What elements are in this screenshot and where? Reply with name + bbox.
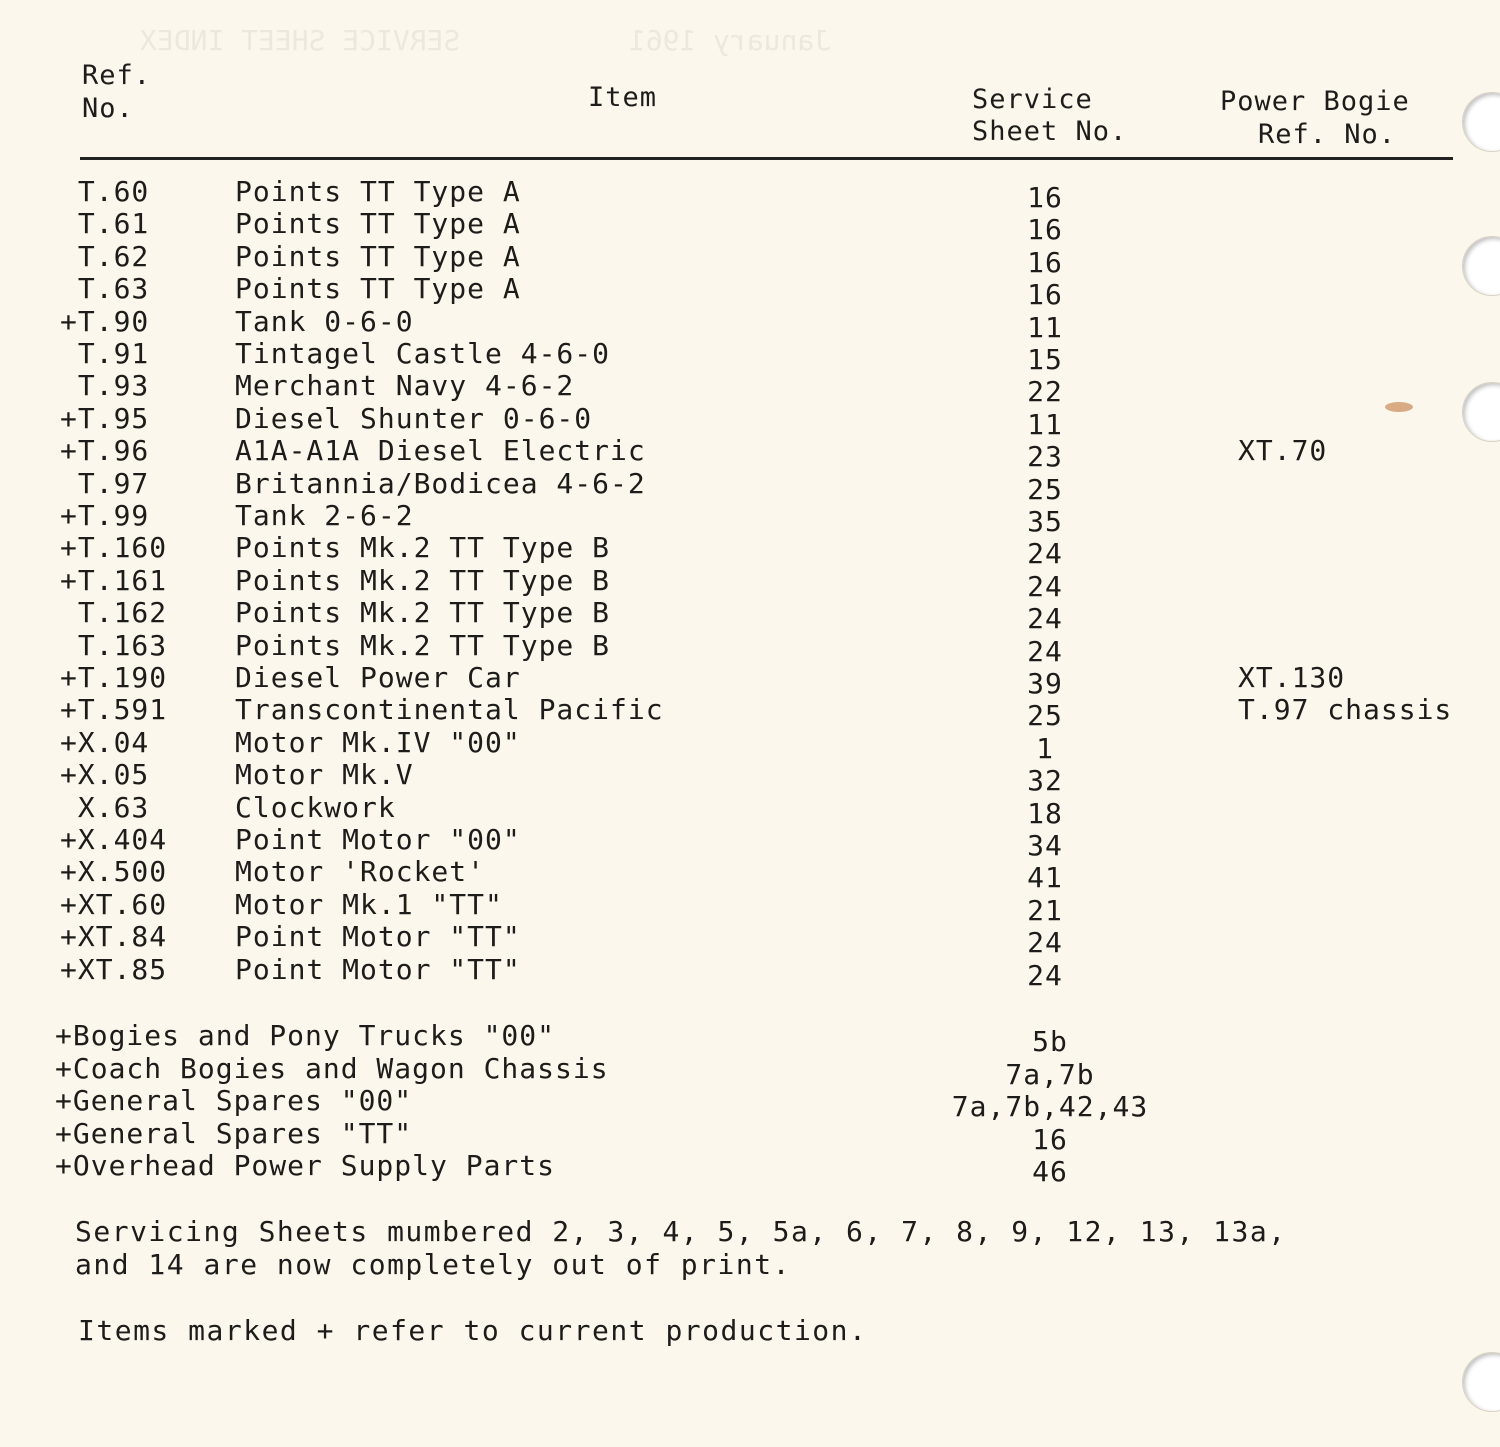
sheet-cell: 16 (1027, 278, 1063, 311)
sheet-cell: 35 (1027, 505, 1063, 538)
ref-cell: T.97 (60, 467, 150, 500)
ref-cell: +T.591 (60, 693, 168, 726)
sheet-cell: 24 (1027, 537, 1063, 570)
out-of-print-note-line1: Servicing Sheets mumbered 2, 3, 4, 5, 5a, 6, 7, 8, 9, 12, 13, 13a, (75, 1215, 1287, 1248)
sheet-cell: 41 (1027, 861, 1063, 894)
ref-cell: +T.161 (60, 564, 168, 597)
item-cell: Tintagel Castle 4-6-0 (235, 337, 611, 370)
spares-sheet: 7a,7b (1005, 1058, 1095, 1091)
ref-cell: +XT.60 (60, 888, 168, 921)
item-cell: Tank 0-6-0 (235, 305, 414, 338)
item-cell: Britannia/Bodicea 4-6-2 (235, 467, 646, 500)
item-cell: Point Motor "00" (235, 823, 521, 856)
item-cell: Transcontinental Pacific (235, 693, 664, 726)
spares-label: +General Spares "00" (55, 1084, 413, 1117)
ref-cell: +T.160 (60, 531, 168, 564)
item-cell: Points TT Type A (235, 207, 521, 240)
sheet-cell: 11 (1027, 311, 1063, 344)
sheet-cell: 25 (1027, 699, 1063, 732)
ref-cell: T.162 (60, 596, 168, 629)
spares-label: +General Spares "TT" (55, 1117, 413, 1150)
item-cell: Clockwork (235, 791, 396, 824)
ref-cell: T.91 (60, 337, 150, 370)
ref-cell: T.93 (60, 369, 150, 402)
item-cell: Points TT Type A (235, 175, 521, 208)
spares-sheet: 5b (1032, 1025, 1068, 1058)
header-service-line1: Service (972, 84, 1093, 115)
ref-cell: +T.90 (60, 305, 150, 338)
item-cell: Points TT Type A (235, 240, 521, 273)
item-cell: Points Mk.2 TT Type B (235, 531, 611, 564)
ref-cell: T.163 (60, 629, 168, 662)
spares-label: +Coach Bogies and Wagon Chassis (55, 1052, 609, 1085)
sheet-cell: 24 (1027, 926, 1063, 959)
item-cell: Points Mk.2 TT Type B (235, 564, 611, 597)
bogie-cell: XT.70 (1238, 434, 1328, 467)
ref-cell: T.60 (60, 175, 150, 208)
item-cell: Diesel Shunter 0-6-0 (235, 402, 593, 435)
ref-cell: +X.500 (60, 855, 168, 888)
ref-cell: T.63 (60, 272, 150, 305)
sheet-cell: 16 (1027, 181, 1063, 214)
ref-cell: +XT.85 (60, 953, 168, 986)
header-service-line2: Sheet No. (972, 116, 1128, 147)
sheet-cell: 15 (1027, 343, 1063, 376)
item-cell: Motor Mk.1 "TT" (235, 888, 503, 921)
rust-stain (1385, 402, 1413, 412)
ref-cell: +X.05 (60, 758, 150, 791)
header-item: Item (588, 82, 658, 113)
sheet-cell: 16 (1027, 213, 1063, 246)
header-ref-line1: Ref. (82, 60, 152, 91)
ref-cell: +T.190 (60, 661, 168, 694)
ref-cell: +X.404 (60, 823, 168, 856)
ref-cell: +T.95 (60, 402, 150, 435)
bogie-cell: XT.130 (1238, 661, 1346, 694)
item-cell: Tank 2-6-2 (235, 499, 414, 532)
header-rule (80, 157, 1453, 160)
ref-cell: +XT.84 (60, 920, 168, 953)
item-cell: Point Motor "TT" (235, 920, 521, 953)
ref-cell: +T.99 (60, 499, 150, 532)
spares-label: +Overhead Power Supply Parts (55, 1149, 556, 1182)
spares-sheet: 7a,7b,42,43 (951, 1090, 1149, 1123)
item-cell: Diesel Power Car (235, 661, 521, 694)
sheet-cell: 24 (1027, 602, 1063, 635)
item-cell: Points TT Type A (235, 272, 521, 305)
current-production-note: Items marked + refer to current production. (78, 1314, 868, 1347)
header-ref-line2: No. (82, 93, 134, 124)
ref-cell: +X.04 (60, 726, 150, 759)
item-cell: Motor 'Rocket' (235, 855, 486, 888)
spares-sheet: 46 (1032, 1155, 1068, 1188)
item-cell: Point Motor "TT" (235, 953, 521, 986)
binder-hole-1 (1462, 92, 1500, 152)
sheet-cell: 1 (1036, 732, 1054, 765)
sheet-cell: 34 (1027, 829, 1063, 862)
spares-sheet: 16 (1032, 1123, 1068, 1156)
bogie-cell: T.97 chassis (1238, 693, 1453, 726)
item-cell: Points Mk.2 TT Type B (235, 596, 611, 629)
item-cell: Points Mk.2 TT Type B (235, 629, 611, 662)
sheet-cell: 25 (1027, 473, 1063, 506)
sheet-cell: 18 (1027, 797, 1063, 830)
ref-cell: X.63 (60, 791, 150, 824)
spares-label: +Bogies and Pony Trucks "00" (55, 1019, 556, 1052)
item-cell: Motor Mk.IV "00" (235, 726, 521, 759)
sheet-cell: 39 (1027, 667, 1063, 700)
sheet-cell: 11 (1027, 408, 1063, 441)
ref-cell: +T.96 (60, 434, 150, 467)
binder-hole-2 (1462, 236, 1500, 296)
sheet-cell: 21 (1027, 894, 1063, 927)
sheet-cell: 22 (1027, 375, 1063, 408)
item-cell: Merchant Navy 4-6-2 (235, 369, 575, 402)
ref-cell: T.62 (60, 240, 150, 273)
header-bogie-line1: Power Bogie (1220, 86, 1410, 117)
show-through-text: January 1961 SERVICE SHEET INDEX (140, 24, 832, 57)
item-cell: Motor Mk.V (235, 758, 414, 791)
sheet-cell: 24 (1027, 570, 1063, 603)
sheet-cell: 16 (1027, 246, 1063, 279)
binder-hole-3 (1462, 382, 1500, 442)
sheet-cell: 32 (1027, 764, 1063, 797)
sheet-cell: 23 (1027, 440, 1063, 473)
sheet-cell: 24 (1027, 959, 1063, 992)
header-bogie-line2: Ref. No. (1258, 119, 1397, 150)
sheet-cell: 24 (1027, 635, 1063, 668)
binder-hole-4 (1462, 1352, 1500, 1412)
item-cell: A1A-A1A Diesel Electric (235, 434, 646, 467)
ref-cell: T.61 (60, 207, 150, 240)
out-of-print-note-line2: and 14 are now completely out of print. (75, 1248, 791, 1281)
